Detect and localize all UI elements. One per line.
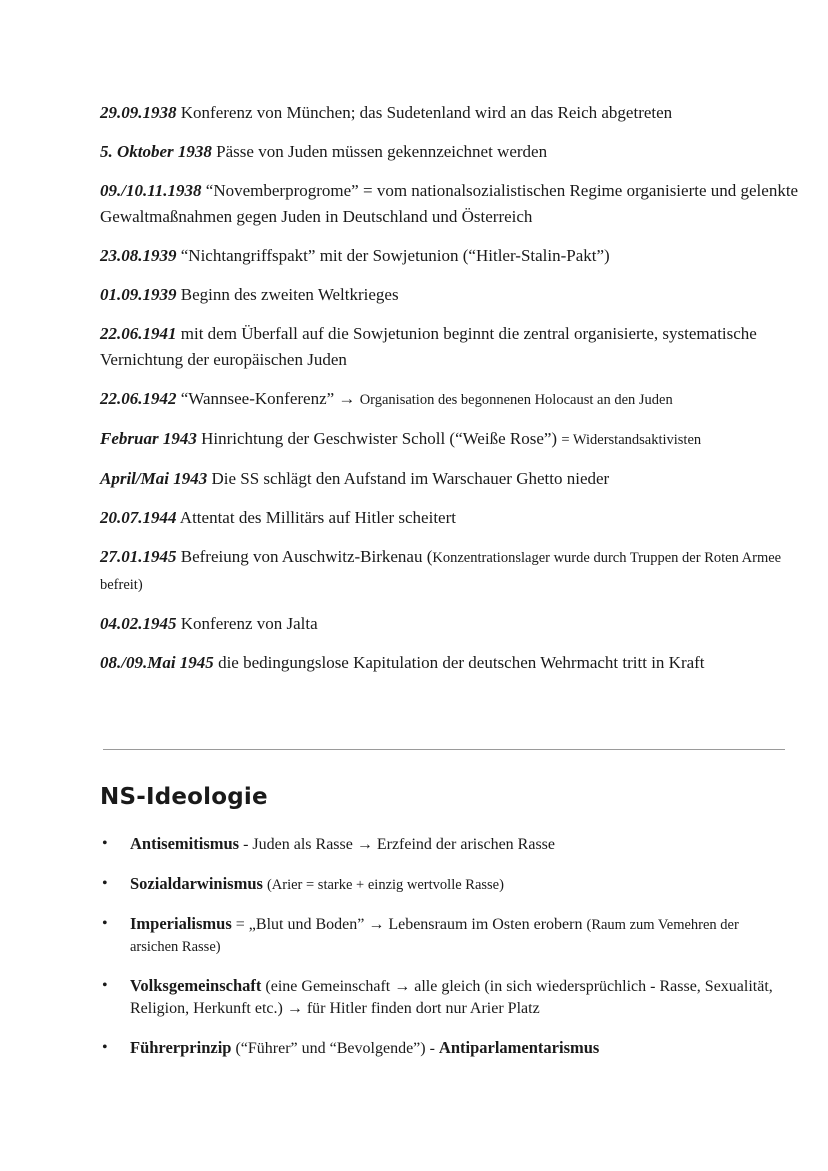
entry-date: 27.01.1945	[100, 547, 177, 566]
entry-note: Konzentrationslager wurde durch Truppen der Roten Armee befreit)	[100, 550, 782, 593]
entry-text: Befreiung von Auschwitz-Birkenau (	[176, 547, 433, 566]
list-item	[100, 913, 790, 958]
timeline-entry	[100, 466, 800, 492]
entry-date: 20.07.1944	[100, 508, 177, 527]
timeline-entry	[100, 100, 800, 126]
entry-text: “Novemberprogrome” = vom nationalsozialistischen Regime organisierte und gelenkte Gewaltmaßnahmen gegen Juden in Deutschland und Österreich	[100, 181, 799, 226]
entry-text: Die SS schlägt den Aufstand im Warschauer Ghetto nieder	[207, 469, 610, 488]
item-term: Führerprinzip	[130, 1038, 232, 1057]
entry-date: 5. Oktober 1938	[100, 142, 212, 161]
entry-note: = Widerstandsaktivisten	[561, 432, 702, 448]
list-item	[100, 873, 790, 896]
timeline-entry	[100, 178, 800, 230]
timeline-entry	[100, 611, 800, 637]
entry-date: Februar 1943	[100, 429, 197, 448]
bullet-icon: •	[102, 835, 108, 852]
bullet-icon: •	[102, 915, 108, 932]
item-term: Antisemitismus	[130, 834, 240, 853]
item-note: (Raum zum Vemehren der arsichen Rasse)	[130, 917, 739, 955]
section-title: NS-Ideologie	[100, 784, 268, 810]
entry-text: Hinrichtung der Geschwister Scholl (“Weiße Rose”)	[196, 429, 562, 448]
entry-text: Attentat des Millitärs auf Hitler scheitert	[176, 508, 456, 527]
entry-text: “Wannsee-Konferenz” →	[176, 389, 360, 408]
entry-text: Pässe von Juden müssen gekennzeichnet werden	[211, 142, 548, 161]
entry-date: 01.09.1939	[100, 285, 177, 304]
timeline	[100, 100, 800, 689]
entry-date: 09./10.11.1938	[100, 181, 202, 200]
timeline-entry	[100, 139, 800, 165]
item-note: (Arier = starke + einzig wertvolle Rasse)	[266, 877, 504, 893]
item-text: (“Führer” und “Bevolgende”) -	[231, 1040, 439, 1057]
timeline-entry	[100, 505, 800, 531]
timeline-entry	[100, 243, 800, 269]
list-item	[100, 1037, 790, 1060]
item-term: Volksgemeinschaft	[130, 976, 262, 995]
entry-date: 08./09.Mai 1945	[100, 653, 214, 672]
entry-text: mit dem Überfall auf die Sowjetunion beginnt die zentral organisierte, systematische Vernichtung der europäischen Juden	[100, 324, 757, 369]
item-text: (eine Gemeinschaft → alle gleich (in sich wiedersprüchlich - Rasse, Sexualität, Religion, Herkunft etc.) → für Hitler finden dort nur Arier Platz	[130, 978, 773, 1017]
timeline-entry	[100, 544, 800, 598]
entry-date: 04.02.1945	[100, 614, 177, 633]
entry-text: “Nichtangriffspakt” mit der Sowjetunion (“Hitler-Stalin-Pakt”)	[176, 246, 610, 265]
entry-text: Konferenz von Jalta	[176, 614, 318, 633]
entry-date: 29.09.1938	[100, 103, 177, 122]
item-text: = „Blut und Boden” → Lebensraum im Osten erobern	[231, 916, 587, 933]
entry-text: Konferenz von München; das Sudetenland wird an das Reich abgetreten	[176, 103, 673, 122]
item-term: Imperialismus	[130, 914, 232, 933]
entry-date: April/Mai 1943	[100, 469, 208, 488]
entry-date: 22.06.1942	[100, 389, 177, 408]
list-item	[100, 833, 790, 856]
item-term-secondary: Antiparlamentarismus	[438, 1038, 600, 1057]
entry-date: 22.06.1941	[100, 324, 177, 343]
ideology-list	[100, 833, 790, 1077]
bullet-icon: •	[102, 977, 108, 994]
entry-text: Beginn des zweiten Weltkrieges	[176, 285, 399, 304]
timeline-entry	[100, 282, 800, 308]
timeline-entry	[100, 321, 800, 373]
entry-text: die bedingungslose Kapitulation der deutschen Wehrmacht tritt in Kraft	[213, 653, 705, 672]
timeline-entry	[100, 426, 800, 453]
item-text: - Juden als Rasse → Erzfeind der arischen Rasse	[239, 836, 555, 853]
list-item	[100, 975, 790, 1020]
item-term: Sozialdarwinismus	[130, 874, 263, 893]
entry-date: 23.08.1939	[100, 246, 177, 265]
timeline-entry	[100, 650, 800, 676]
entry-note: Organisation des begonnenen Holocaust an den Juden	[359, 392, 673, 408]
bullet-icon: •	[102, 1039, 108, 1056]
bullet-icon: •	[102, 875, 108, 892]
section-divider	[103, 749, 785, 750]
timeline-entry	[100, 386, 800, 413]
